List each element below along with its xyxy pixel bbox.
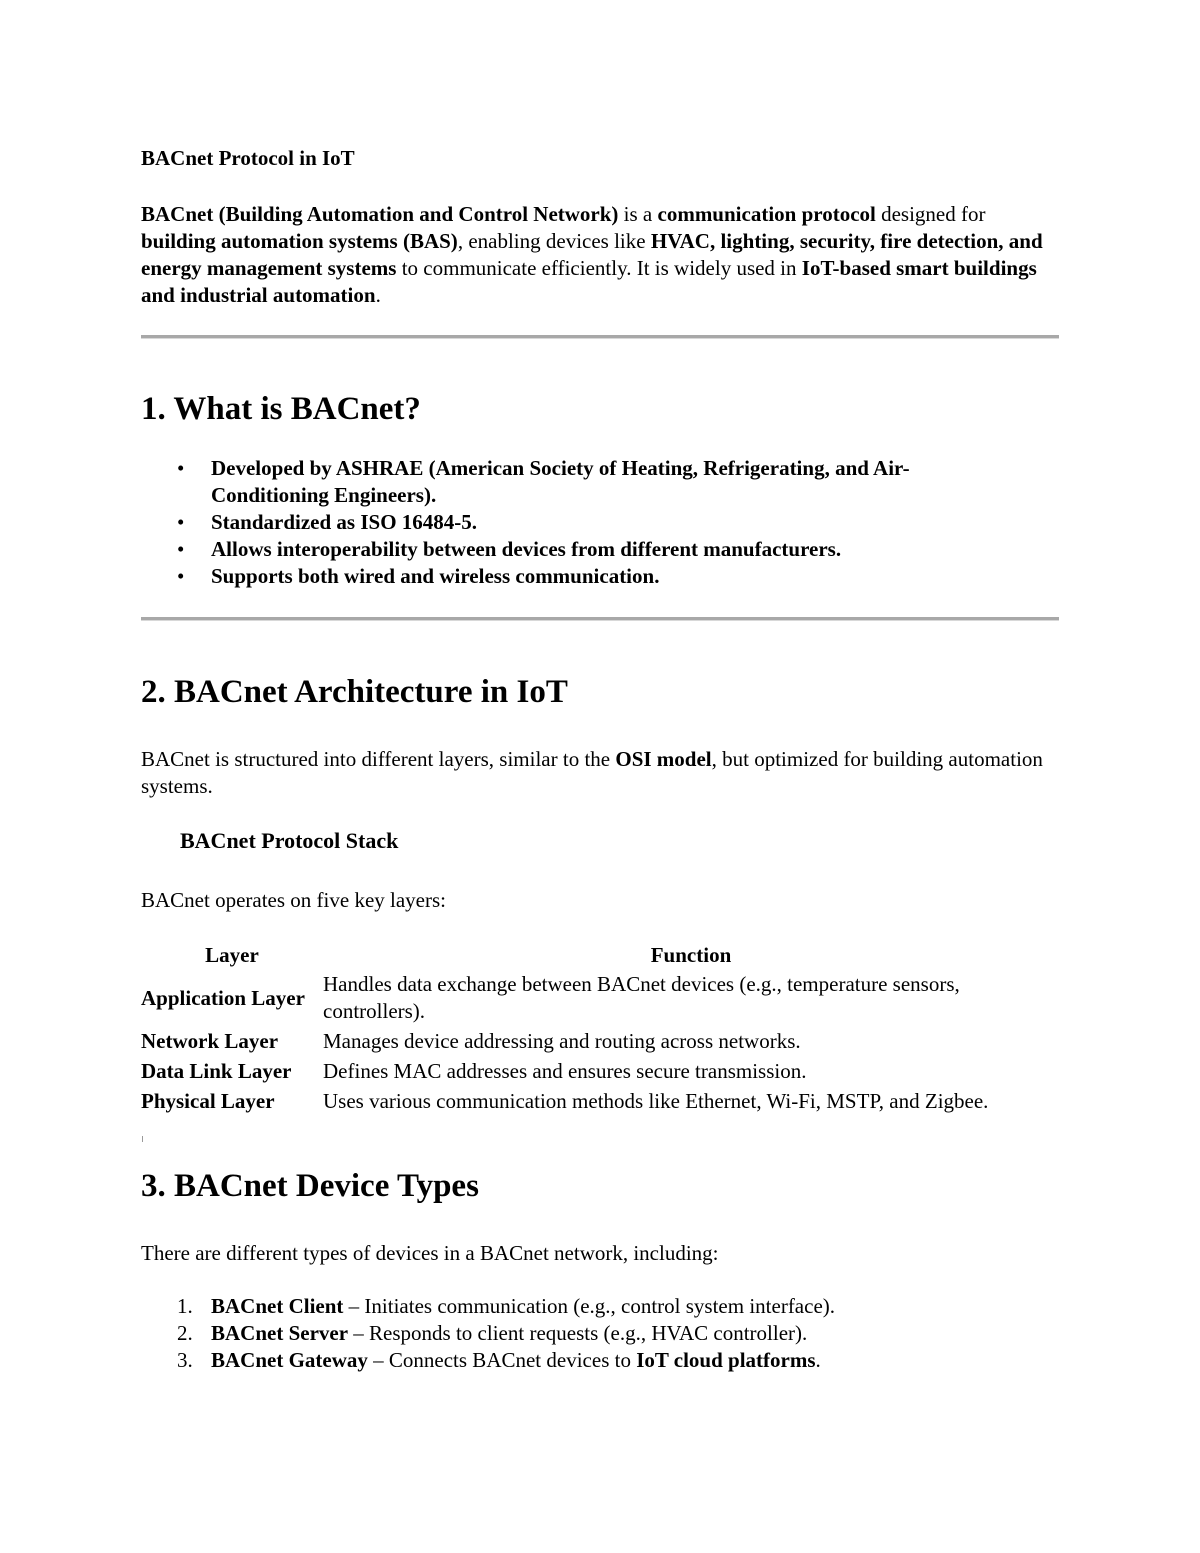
list-item: 2. BACnet Server – Responds to client requests (e.g., HVAC controller).: [177, 1321, 808, 1345]
column-header-function: Function: [650, 943, 732, 967]
bullet-icon: •: [177, 537, 185, 561]
table-row: [141, 1056, 1059, 1086]
layer-name-cell: Physical Layer: [141, 1089, 275, 1113]
layer-function-cell: Manages device addressing and routing across networks.: [323, 1029, 801, 1053]
list-item: • Standardized as ISO 16484-5.: [177, 510, 478, 534]
subheading-protocol-stack: BACnet Protocol Stack: [180, 828, 399, 853]
bullet-icon: •: [177, 456, 185, 480]
layer-function-cell: Uses various communication methods like Ethernet, Wi-Fi, MSTP, and Zigbee.: [323, 1089, 989, 1113]
device-types-intro: There are different types of devices in a BACnet network, including:: [141, 1241, 719, 1265]
layer-name-cell: Network Layer: [141, 1029, 279, 1053]
layer-name-cell: Data Link Layer: [141, 1059, 292, 1083]
layer-name-cell: Application Layer: [141, 985, 305, 1010]
column-header-layer: Layer: [205, 943, 259, 967]
layers-table: [141, 942, 1059, 1116]
layers-intro: BACnet operates on five key layers:: [141, 888, 446, 912]
what-is-bacnet-list: [141, 455, 1059, 590]
layer-function-cell: Defines MAC addresses and ensures secure transmission.: [323, 1059, 807, 1083]
scan-artifact: [142, 1136, 143, 1142]
list-number: 1.: [177, 1294, 193, 1318]
table-row: [141, 1086, 1059, 1116]
list-item: • Supports both wired and wireless communication.: [177, 564, 660, 588]
list-item: 3. BACnet Gateway – Connects BACnet devices to IoT cloud platforms.: [177, 1348, 821, 1372]
list-item: • Developed by ASHRAE (American Society of Heating, Refrigerating, and Air-Conditioning Engineers).: [177, 456, 910, 507]
section-heading-architecture: 2. BACnet Architecture in IoT: [141, 674, 568, 710]
layer-function-cell: Handles data exchange between BACnet devices (e.g., temperature sensors, controllers).: [323, 972, 960, 1023]
device-types-list: [141, 1293, 1059, 1374]
horizontal-divider: [141, 617, 1059, 621]
document-title: BACnet Protocol in IoT: [141, 146, 355, 170]
architecture-intro: BACnet is structured into different layers, similar to the OSI model, but optimized for building automation systems.: [141, 747, 1043, 798]
section-heading-what-is-bacnet: 1. What is BACnet?: [141, 391, 421, 427]
horizontal-divider: [141, 335, 1059, 339]
bullet-icon: •: [177, 564, 185, 588]
list-number: 2.: [177, 1321, 193, 1345]
intro-paragraph: BACnet (Building Automation and Control Network) is a communication protocol designed for building automation systems (BAS), enabling devices like HVAC, lighting, security, fire detection, and energy management systems to communicate efficiently. It is widely used in IoT-based smart buildings and industrial automation.: [141, 202, 1043, 307]
document-page: [141, 140, 1059, 1374]
table-row: [141, 1026, 1059, 1056]
list-item: • Allows interoperability between devices from different manufacturers.: [177, 537, 842, 561]
bullet-icon: •: [177, 510, 185, 534]
list-item: 1. BACnet Client – Initiates communication (e.g., control system interface).: [177, 1294, 836, 1318]
table-header-row: [141, 942, 1059, 969]
section-heading-device-types: 3. BACnet Device Types: [141, 1168, 479, 1204]
list-number: 3.: [177, 1348, 193, 1372]
table-row: [141, 969, 1059, 1026]
